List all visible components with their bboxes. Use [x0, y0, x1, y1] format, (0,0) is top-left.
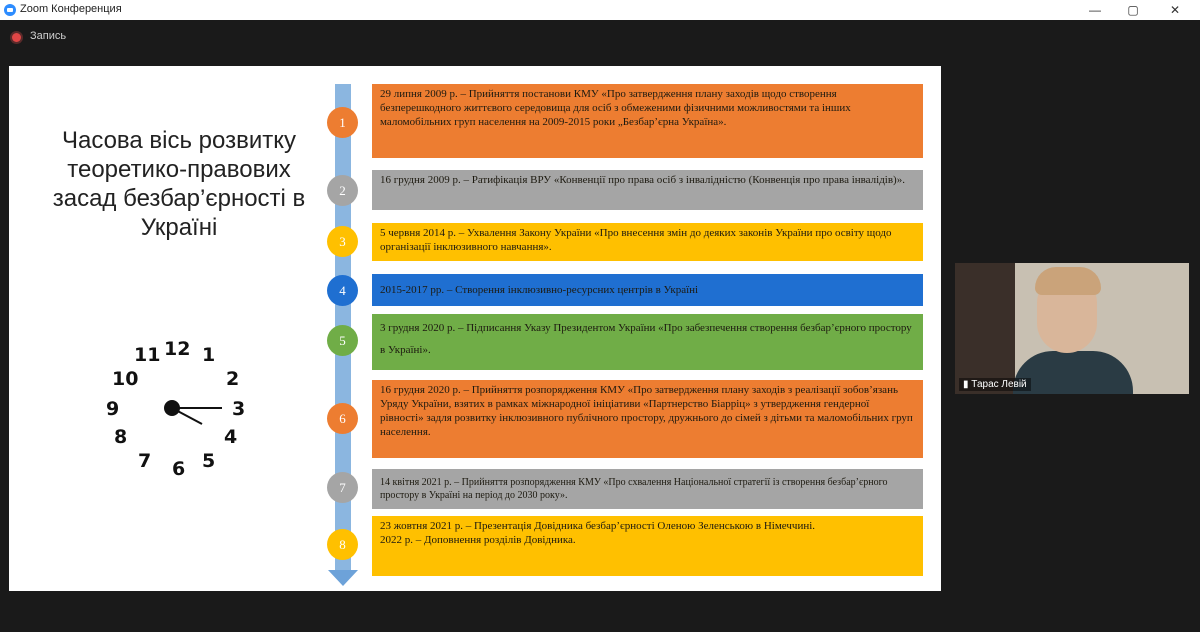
clock-number: 2 [226, 368, 240, 390]
timeline-marker: 7 [327, 472, 358, 503]
clock-number: 3 [232, 398, 246, 420]
timeline-item: 3 грудня 2020 р. – Підписання Указу Президентом України «Про забезпечення створення безбар’єрного простору в Україні». [372, 314, 923, 370]
clock-number: 10 [112, 368, 139, 390]
timeline-marker: 2 [327, 175, 358, 206]
recording-label[interactable]: Запись [30, 30, 67, 42]
timeline-marker: 4 [327, 275, 358, 306]
timeline-item-text: 23 жовтня 2021 р. – Презентація Довідника безбар’єрності Оленою Зеленською в Німеччині. [380, 520, 816, 532]
participant-name-text: Тарас Левій [971, 379, 1027, 390]
participant-body [1013, 351, 1133, 394]
clock-number: 4 [224, 426, 238, 448]
timeline-item: 29 липня 2009 р. – Прийняття постанови КМУ «Про затвердження плану заходів щодо створення безперешкодного життєвого середовища для осіб з обмеженими фізичними можливостями та інших маломобільних груп населення на 2009-2015 роки „Безбар’єрна Україна». [372, 84, 923, 158]
timeline-marker: 3 [327, 226, 358, 257]
meeting-toolbar [0, 20, 1200, 56]
timeline-item: 2015-2017 рр. – Створення інклюзивно-ресурсних центрів в Україні [372, 274, 923, 306]
timeline-item: 16 грудня 2009 р. – Ратифікація ВРУ «Конвенції про права осіб з інвалідністю (Конвенція про права інвалідів)». [372, 170, 923, 210]
clock-number: 6 [172, 458, 186, 480]
signal-icon: ▮ [963, 379, 972, 390]
recording-icon[interactable] [12, 33, 21, 42]
timeline-arrow-head [328, 570, 358, 586]
clock-number: 11 [134, 344, 161, 366]
participant-hair [1035, 267, 1101, 295]
clock-illustration [94, 336, 254, 486]
clock-number: 5 [202, 450, 216, 472]
timeline-item: 16 грудня 2020 р. – Прийняття розпорядження КМУ «Про затвердження плану заходів з реалізації зобов’язань Уряду України, взятих в рамках міжнародної ініціативи «Партнерство Біарріц» з утвердження гендерної рівності» задля розвитку інклюзивного публічного простору, дружнього до сімей з дітьми та маломобільних груп населення. [372, 380, 923, 458]
timeline-item [372, 516, 923, 576]
clock-number: 12 [164, 338, 191, 360]
maximize-button[interactable]: ▢ [1127, 3, 1139, 17]
clock-number: 7 [138, 450, 152, 472]
close-button[interactable]: ✕ [1169, 3, 1181, 17]
participant-video[interactable] [955, 263, 1189, 394]
clock-number: 8 [114, 426, 128, 448]
timeline-marker: 1 [327, 107, 358, 138]
minimize-button[interactable]: — [1089, 3, 1101, 17]
timeline-item-text-2: 2022 р. – Доповнення розділів Довідника. [380, 534, 576, 546]
participant-name [959, 378, 1031, 391]
clock-hands [94, 336, 254, 486]
timeline-marker: 5 [327, 325, 358, 356]
zoom-logo-icon [4, 4, 16, 16]
clock-number: 1 [202, 344, 216, 366]
title-bar [0, 0, 1200, 20]
timeline-marker: 6 [327, 403, 358, 434]
video-background [955, 263, 1015, 394]
timeline-item: 14 квітня 2021 р. – Прийняття розпорядження КМУ «Про схвалення Національної стратегії із створення безбар’єрного простору в Україні на період до 2030 року». [372, 469, 923, 509]
clock-number: 9 [106, 398, 120, 420]
timeline-item: 5 червня 2014 р. – Ухвалення Закону України «Про внесення змін до деяких законів України про освіту щодо організації інклюзивного навчання». [372, 223, 923, 261]
timeline-marker: 8 [327, 529, 358, 560]
shared-slide [9, 66, 941, 591]
window-title: Zoom Конференция [20, 3, 122, 15]
slide-title: Часова вісь розвитку теоретико-правових засад безбар’єрності в Україні [52, 127, 306, 241]
